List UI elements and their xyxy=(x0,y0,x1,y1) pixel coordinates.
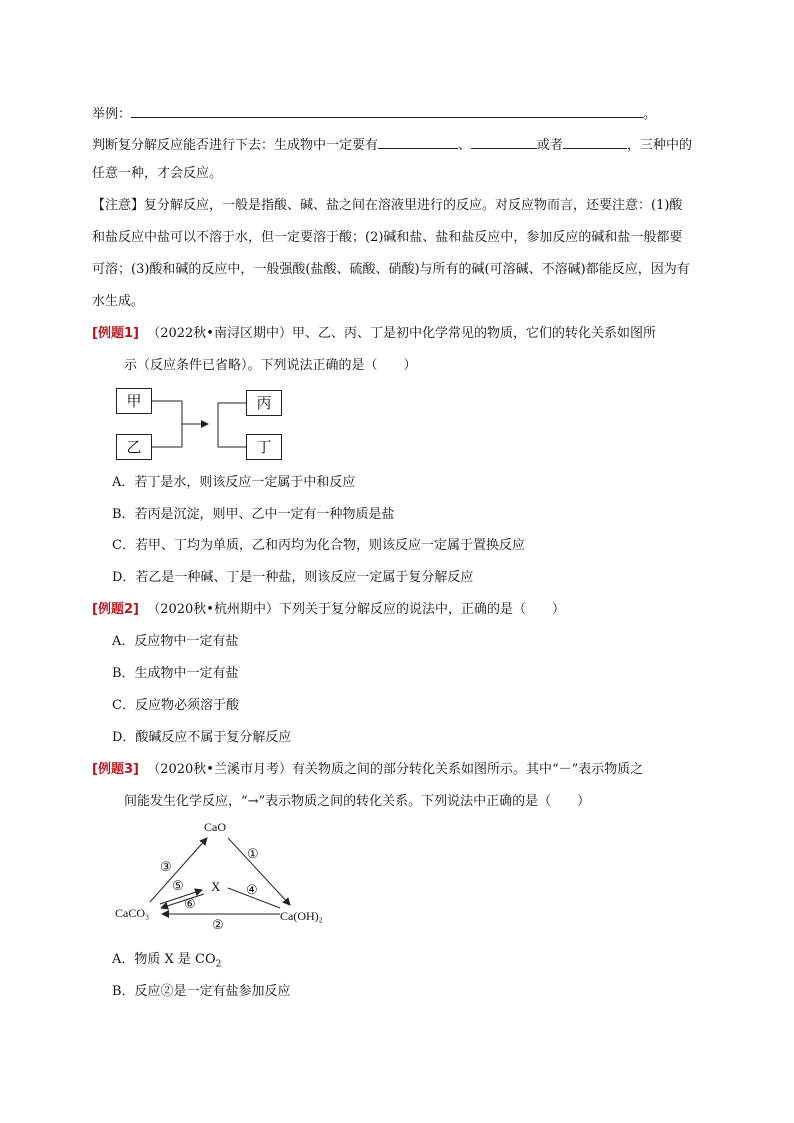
q2-option-b: B．生成物中一定有盐 xyxy=(112,666,239,681)
note-line-3: 可溶；(3)酸和碱的反应中，一般强酸(盐酸、硫酸、硝酸)与所有的碱(可溶碱、不溶碱)都能反应，因为有 xyxy=(92,262,690,277)
q1-stem-2: 示（反应条件已省略）。下列说法正确的是（ ） xyxy=(124,358,417,373)
example-label: 举例： xyxy=(92,107,132,122)
q2-option-c: C．反应物必须溶于酸 xyxy=(112,698,239,713)
q3-option-b: B．反应②是一定有盐参加反应 xyxy=(112,984,291,999)
q2-option-a: A．反应物中一定有盐 xyxy=(112,634,239,649)
q1-box-b: 乙 xyxy=(116,434,152,460)
q2-option-d: D．酸碱反应不属于复分解反应 xyxy=(112,730,292,745)
q3-label-6: ⑥ xyxy=(184,897,196,912)
q1-option-d: D．若乙是一种碱、丁是一种盐，则该反应一定属于复分解反应 xyxy=(112,570,474,585)
example-line: 举例： 。 xyxy=(92,103,656,124)
q2-stem: [例题2] （2020秋•杭州期中）下列关于复分解反应的说法中，正确的是（ ） xyxy=(92,602,565,617)
q3-stem: [例题3] （2020秋•兰溪市月考）有关物质之间的部分转化关系如图所示。其中“－”表示物质之 xyxy=(92,762,644,777)
q1-box-a: 甲 xyxy=(116,388,152,414)
q1-option-a: A．若丁是水，则该反应一定属于中和反应 xyxy=(112,475,356,490)
q1-box-c: 丙 xyxy=(246,390,282,416)
q3-node-cao: CaO xyxy=(204,820,226,834)
q1-box-d: 丁 xyxy=(246,434,282,460)
q1-stem: [例题1] （2022秋•南浔区期中）甲、乙、丙、丁是初中化学常见的物质，它们的转化关系如图所 xyxy=(92,326,656,341)
judge-line: 判断复分解反应能否进行下去：生成物中一定要有 、 或者 ，三种中的 xyxy=(92,134,692,155)
q3-node-x: X xyxy=(211,879,221,894)
q3-label-4: ④ xyxy=(246,883,258,898)
note-line-1: 【注意】复分解反应，一般是指酸、碱、盐之间在溶液里进行的反应。对反应物而言，还要注意：(1)酸 xyxy=(92,198,683,213)
q3-label-5: ⑤ xyxy=(172,879,184,894)
note-line-2: 和盐反应中盐可以不溶于水，但一定要溶于酸；(2)碱和盐、盐和盐反应中，参加反应的碱和盐一般都要 xyxy=(92,230,683,245)
q2-tag: [例题2] xyxy=(92,602,139,617)
q1-option-c: C．若甲、丁均为单质，乙和丙均为化合物，则该反应一定属于置换反应 xyxy=(112,538,525,553)
q1-tag: [例题1] xyxy=(92,326,139,341)
q3-label-3: ③ xyxy=(160,860,172,875)
q1-option-b: B．若丙是沉淀，则甲、乙中一定有一种物质是盐 xyxy=(112,507,395,522)
q3-node-caco3: CaCO₃ xyxy=(115,906,150,920)
q3-option-a: A．物质 X 是 $CO_2$ xyxy=(112,952,222,970)
judge-line-2: 任意一种，才会反应。 xyxy=(92,166,223,181)
q3-tag: [例题3] xyxy=(92,762,139,777)
q3-label-1: ① xyxy=(247,847,259,862)
q3-node-caoh2: Ca(OH)₂ xyxy=(280,909,323,923)
q3-label-2: ② xyxy=(212,918,224,933)
note-line-4: 水生成。 xyxy=(92,294,145,309)
q3-stem-2: 间能发生化学反应，“→”表示物质之间的转化关系。下列说法中正确的是（ ） xyxy=(124,794,591,809)
